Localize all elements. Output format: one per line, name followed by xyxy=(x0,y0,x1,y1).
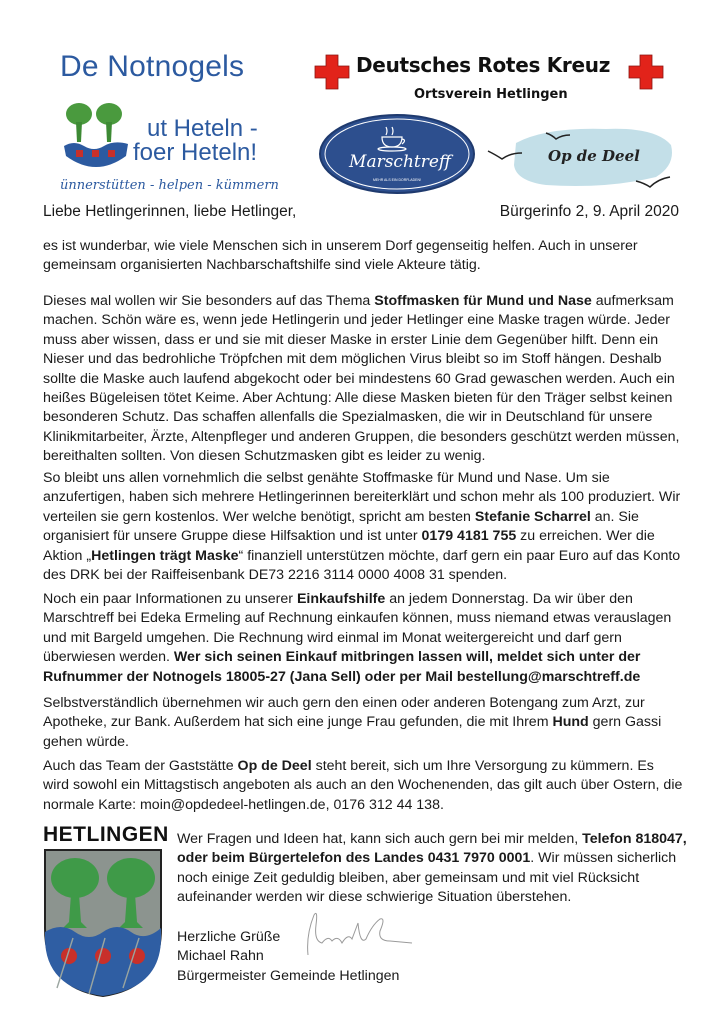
signer-name: Michael Rahn xyxy=(177,948,264,965)
paragraph-masks xyxy=(43,292,683,467)
marschtreff-label: Marschtreff xyxy=(349,152,451,172)
paragraph-errands xyxy=(43,694,683,752)
crest-label: HETLINGEN xyxy=(43,823,169,846)
text-run: Auch das Team der Gaststätte xyxy=(43,758,238,774)
notnogels-slogan-line1: ut Heteln - xyxy=(147,115,258,142)
paragraph-mask-distribution xyxy=(43,469,683,585)
closing-greeting: Herzliche Grüße xyxy=(177,929,281,945)
paragraph-shopping-help xyxy=(43,590,683,687)
text-run: es ist wunderbar, wie viele Menschen sich in unserem Dorf gegenseitig helfen. Auch in unserer gemeinsam organisierten Nachbarschaftshilfe sind viele Akteure tätig. xyxy=(43,238,638,274)
signature-icon xyxy=(300,905,420,965)
drk-subtitle: Ortsverein Hetlingen xyxy=(414,87,568,102)
paragraph-intro xyxy=(43,237,683,276)
text-run: . Wir müssen sicherlich noch einige Zeit geduldig bleiben, aber gemeinsam und mit viel Rücksicht aufeinander werden wir diese schwierige Situation überstehen. xyxy=(177,850,677,906)
text-run: “ finanziell unterstützen möchte, darf gern ein paar Euro auf das Konto des DRK bei der Raiffeisenbank DE73 2216 3114 0000 4008 31 spenden. xyxy=(43,547,681,584)
issue-date: Bürgerinfo 2, 9. April 2020 xyxy=(499,203,679,220)
notnogels-trees-logo xyxy=(62,100,130,172)
text-run: zu erreichen. Wer die Aktion „ xyxy=(43,528,655,564)
marschtreff-small-text: MEHR ALS EIN DORFLADEN! xyxy=(372,178,422,182)
paragraph-op-de-deel xyxy=(43,757,683,815)
notnogels-tagline: ünnerstütten - helpen - kümmern xyxy=(60,178,279,193)
bold-text-run: Telefon 818047, oder beim Bürgertelefon des Landes 0431 7970 0001 xyxy=(177,831,687,867)
text-run: an. Sie organisiert für unsere Gruppe diese Hilfsaktion und ist unter xyxy=(43,508,639,545)
text-run: Noch ein paar Informationen zu unserer xyxy=(43,591,297,607)
paragraph-contact xyxy=(177,830,687,908)
bold-text-run: Op de Deel xyxy=(237,758,312,774)
text-run: gern Gassi gehen würde. xyxy=(43,714,662,750)
greeting: Liebe Hetlingerinnen, liebe Hetlinger, xyxy=(43,203,297,220)
bold-text-run: Stoffmasken für Mund und Nase xyxy=(374,293,592,309)
bold-text-run: Hund xyxy=(552,714,589,731)
text-run: Dieses мal wollen wir Sie besonders auf das Thema xyxy=(43,293,375,309)
notnogels-title: De Notnogels xyxy=(60,50,245,83)
bold-text-run: 0179 4181 755 xyxy=(421,528,517,545)
drk-title: Deutsches Rotes Kreuz xyxy=(356,53,611,77)
red-cross-icon xyxy=(628,54,664,90)
red-cross-icon xyxy=(314,54,350,90)
bold-text-run: Wer sich seinen Einkauf mitbringen lassen will, meldet sich unter der Rufnummer der Notnogels 18005-27 (Jana Sell) oder per Mail bestellung@marschtreff.de xyxy=(43,649,641,685)
hetlingen-crest-icon xyxy=(43,848,163,998)
text-run: So bleibt uns allen vornehmlich die selbst genähte Stoffmaske für Mund und Nase. Um sie anzufertigen, haben sich mehrere Hetlingerinnen bereiterklärt und schon mehr als 100 produziert. Wir verteilen sie gern kostenlos. Wer welche benötigt, spricht am besten xyxy=(43,470,681,525)
flower-icons xyxy=(76,150,115,157)
text-run: an jedem Donnerstag. Da wir über den Marschtreff bei Edeka Ermeling auf Rechnung einkaufen können, muss niemand etwas verauslagen und mit Bargeld umgehen. Die Rechnung wird einmal im Monat weitergereicht und darf gern überwiesen werden. xyxy=(43,591,672,666)
opdedeel-label: Op de Deel xyxy=(548,147,640,165)
tree-icon xyxy=(66,103,122,142)
text-run: Selbstverständlich übernehmen wir auch gern den einen oder anderen Botengang zum Arzt, zur Apotheke, zur Bank. Außerdem hat sich eine junge Frau gefunden, die mit Ihrem xyxy=(43,695,645,731)
text-run: aufmerksam machen. Schön wäre es, wenn jede Hetlingerin und jeder Hetlinger eine Maske tragen würde. Jeder muss aber wissen, dass er und sie mit dieser Maske in erster Linie dem Gegenüber hilft. Denn ein Nieser und das bedrohliche Tröpfchen mit dem möglichen Virus bleibt so im Stoff hängen. Deshalb sollte die Maske auch laufend abgekocht oder bei mindestens 60 Grad gewaschen werden. Auch ein heißes Bügeleisen tötet Keime. Aber Achtung: Alle diese Masken bieten für den Träger selbst keinen besonderen Schutz. Das schaffen allenfalls die Spezialmasken, die wir in Deutschland für unsere Klinikmitarbeiter, Ärzte, Altenpfleger und anderen Gruppen, die besonders geschützt werden müssen, bereithalten sollten. Von diesen Schutzmasken gibt es leider zu wenig. xyxy=(43,293,680,465)
bold-text-run: Einkaufshilfe xyxy=(296,591,386,607)
bold-text-run: Stefanie Scharrel xyxy=(474,508,591,525)
bold-text-run: Hetlingen trägt Maske xyxy=(91,547,239,564)
notnogels-slogan-line2: foer Heteln! xyxy=(133,139,258,166)
text-run: Wer Fragen und Ideen hat, kann sich auch gern bei mir melden, xyxy=(177,831,583,847)
text-run: steht bereit, sich um Ihre Versorgung zu kümmern. Es wird sowohl ein Mittagstisch angeboten als auch an den Wochenenden, das gilt auch über Ostern, die normale Karte: moin@opdedeel-hetlingen.de, 0176 312 44 138. xyxy=(43,758,683,813)
signer-title: Bürgermeister Gemeinde Hetlingen xyxy=(177,967,400,984)
